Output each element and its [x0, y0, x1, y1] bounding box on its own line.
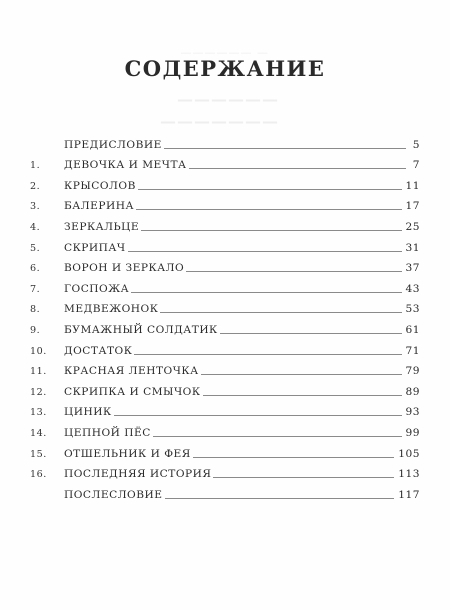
toc-entry-page-number: 37: [405, 262, 420, 275]
toc-entry: [30, 379, 420, 400]
toc-leader-line: [141, 230, 401, 231]
toc-entry: [30, 276, 420, 297]
toc-entry-title: ЗЕРКАЛЬЦЕ: [64, 220, 140, 233]
page-title: СОДЕРЖАНИЕ: [124, 56, 326, 81]
toc-entry-number: 11.: [30, 366, 47, 378]
toc-leader-line: [193, 457, 394, 458]
toc-entry: [30, 256, 420, 277]
toc-entry-number: 6.: [30, 263, 41, 275]
toc-entry: [30, 338, 420, 359]
toc-entry-title: ЦИНИК: [64, 406, 112, 419]
toc-entry-page-number: 61: [405, 323, 420, 336]
toc-entry-number: 3.: [30, 201, 41, 213]
toc-entry-title: ОТШЕЛЬНИК И ФЕЯ: [64, 447, 191, 460]
toc-entry-page-number: 99: [405, 426, 420, 439]
toc-entry-page-number: 53: [405, 303, 420, 316]
toc-leader-line: [186, 271, 401, 272]
toc-entry: [30, 359, 420, 380]
toc-entry-page-number: 105: [398, 447, 420, 460]
show-through-from-reverse: — —————— —————— ———————: [159, 46, 278, 131]
toc-entry-number: 13.: [30, 407, 47, 419]
toc-entry-page-number: 89: [405, 385, 420, 398]
toc-entry-title: БУМАЖНЫЙ СОЛДАТИК: [64, 323, 218, 336]
toc-entry-title: ПОСЛЕДНЯЯ ИСТОРИЯ: [64, 468, 212, 481]
toc-entry-title: БАЛЕРИНА: [64, 200, 135, 213]
toc-entry-page-number: 43: [405, 282, 420, 295]
toc-entry-number: 2.: [30, 180, 41, 192]
toc-leader-line: [165, 498, 395, 499]
toc-entry-page-number: 5: [412, 138, 420, 151]
toc-leader-line: [201, 374, 402, 375]
toc-entry-page-number: 31: [405, 241, 420, 254]
toc-entry-number: [30, 501, 64, 503]
toc-leader-line: [153, 436, 402, 437]
toc-entry-title: ДОСТАТОК: [64, 344, 133, 357]
toc-entry-number: 5.: [30, 242, 41, 254]
table-of-contents: [30, 132, 420, 503]
toc-leader-line: [164, 148, 406, 149]
toc-entry-number: 12.: [30, 386, 47, 398]
toc-leader-line: [131, 292, 401, 293]
toc-entry-title: СКРИПКА И СМЫЧОК: [64, 385, 201, 398]
toc-entry: [30, 153, 420, 174]
toc-entry-title: ЦЕПНОЙ ПЁС: [64, 426, 151, 439]
toc-leader-line: [220, 333, 402, 334]
toc-entry-title: ПОСЛЕСЛОВИЕ: [64, 488, 163, 501]
toc-leader-line: [136, 209, 402, 210]
toc-entry-page-number: 7: [412, 159, 420, 172]
toc-entry-number: 8.: [30, 304, 41, 316]
toc-entry: [30, 214, 420, 235]
toc-entry: [30, 132, 420, 153]
toc-leader-line: [134, 354, 401, 355]
toc-entry-number: 15.: [30, 448, 47, 460]
toc-entry-page-number: 113: [398, 468, 420, 481]
toc-entry-page-number: 11: [405, 179, 420, 192]
toc-entry-number: 10.: [30, 345, 47, 357]
toc-entry-title: ДЕВОЧКА И МЕЧТА: [64, 159, 187, 172]
toc-entry: [30, 482, 420, 503]
toc-entry: [30, 297, 420, 318]
toc-entry: [30, 441, 420, 462]
toc-entry-number: 4.: [30, 221, 41, 233]
toc-entry-number: 16.: [30, 469, 47, 481]
toc-entry-title: КРАСНАЯ ЛЕНТОЧКА: [64, 365, 199, 378]
toc-entry-page-number: 117: [398, 488, 420, 501]
toc-entry-page-number: 25: [405, 220, 420, 233]
toc-entry-title: ПРЕДИСЛОВИЕ: [64, 138, 162, 151]
toc-entry-page-number: 93: [405, 406, 420, 419]
toc-entry: [30, 173, 420, 194]
toc-entry-page-number: 17: [405, 200, 420, 213]
toc-leader-line: [189, 168, 406, 169]
toc-entry: [30, 235, 420, 256]
toc-leader-line: [128, 251, 402, 252]
toc-entry-title: СКРИПАЧ: [64, 241, 126, 254]
toc-entry: [30, 462, 420, 483]
toc-entry-number: 14.: [30, 427, 47, 439]
toc-entry: [30, 317, 420, 338]
toc-entry-number: 7.: [30, 283, 41, 295]
toc-entry: [30, 400, 420, 421]
toc-entry-page-number: 71: [405, 344, 420, 357]
toc-leader-line: [160, 312, 401, 313]
toc-entry-title: КРЫСОЛОВ: [64, 179, 136, 192]
toc-entry-title: ВОРОН И ЗЕРКАЛО: [64, 262, 185, 275]
toc-entry-title: МЕДВЕЖОНОК: [64, 303, 159, 316]
toc-entry-number: 9.: [30, 324, 41, 336]
toc-leader-line: [138, 189, 402, 190]
toc-leader-line: [203, 395, 402, 396]
toc-entry-title: ГОСПОЖА: [64, 282, 130, 295]
toc-entry-number: 1.: [30, 160, 41, 172]
toc-leader-line: [114, 415, 402, 416]
toc-entry: [30, 420, 420, 441]
toc-leader-line: [213, 477, 394, 478]
toc-entry-page-number: 79: [405, 365, 420, 378]
toc-entry: [30, 194, 420, 215]
